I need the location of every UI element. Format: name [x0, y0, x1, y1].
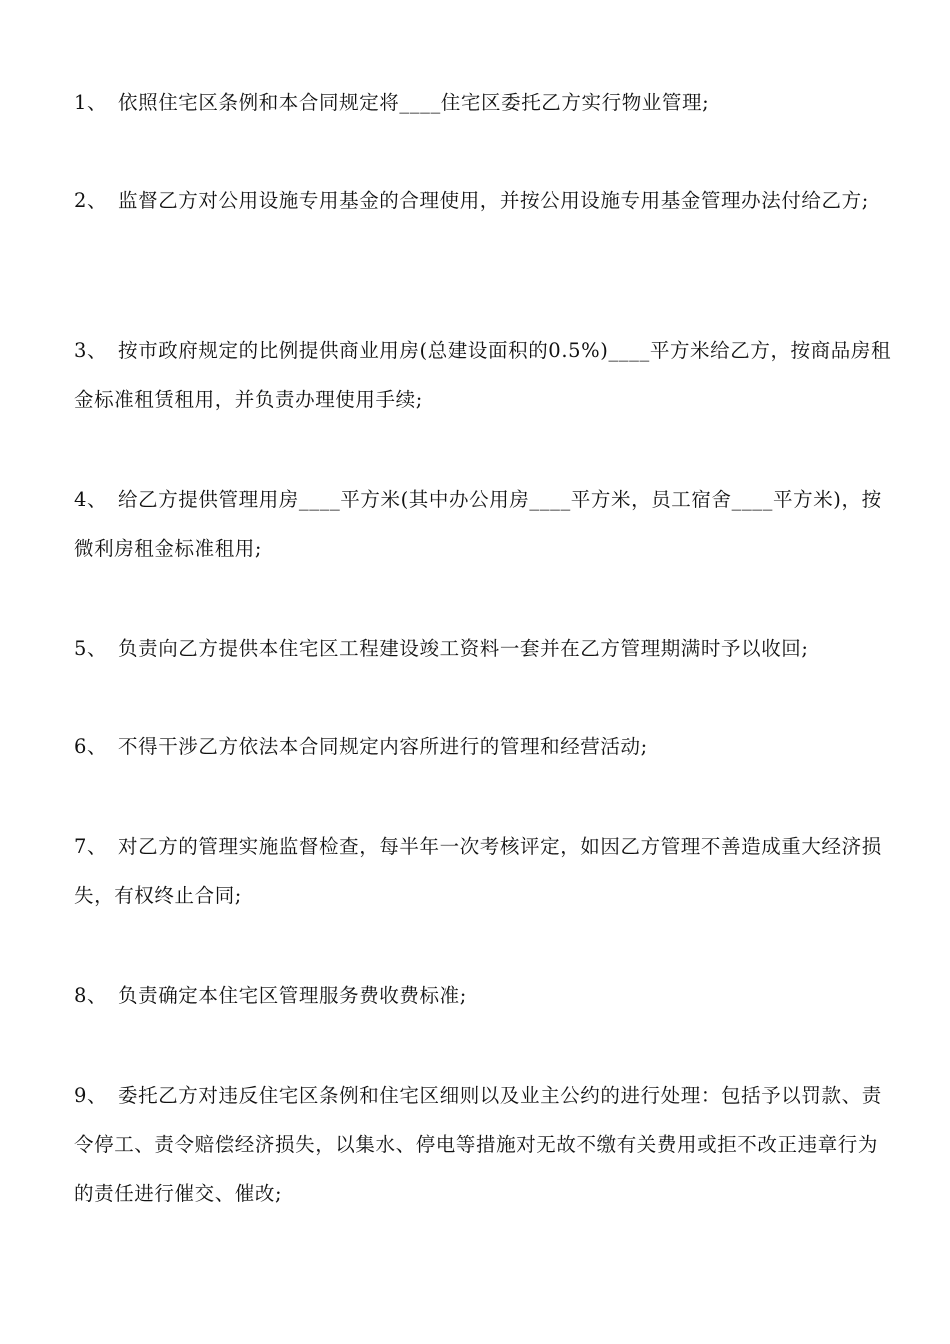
clause-text: 不得干涉乙方依法本合同规定内容所进行的管理和经营活动; — [118, 735, 648, 758]
clause-text: 监督乙方对公用设施专用基金的合理使用，并按公用设施专用基金管理办法付给乙方; — [118, 189, 869, 212]
clause-5 — [74, 624, 894, 673]
clause-number: 1、 — [74, 91, 108, 114]
clause-text: 负责向乙方提供本住宅区工程建设竣工资料一套并在乙方管理期满时予以收回; — [118, 637, 809, 660]
clause-number: 8、 — [74, 984, 108, 1007]
clause-number: 4、 — [74, 488, 108, 511]
clause-number: 5、 — [74, 637, 108, 660]
clause-number: 2、 — [74, 189, 108, 212]
clause-6 — [74, 722, 894, 771]
clause-text: 委托乙方对违反住宅区条例和住宅区细则以及业主公约的进行处理：包括予以罚款、责令停工、责令赔偿经济损失，以集水、停电等措施对无故不缴有关费用或拒不改正违章行为的责任进行催交、催改; — [74, 1084, 882, 1205]
clause-1 — [74, 78, 894, 127]
clause-number: 6、 — [74, 735, 108, 758]
clause-3 — [74, 326, 894, 424]
clause-text: 负责确定本住宅区管理服务费收费标准; — [118, 984, 467, 1007]
clause-4 — [74, 475, 894, 573]
clause-9 — [74, 1071, 894, 1218]
clause-number: 9、 — [74, 1084, 108, 1107]
clause-text: 依照住宅区条例和本合同规定将____住宅区委托乙方实行物业管理; — [118, 91, 710, 114]
clause-number: 3、 — [74, 339, 108, 362]
clause-text: 对乙方的管理实施监督检查，每半年一次考核评定，如因乙方管理不善造成重大经济损失，有权终止合同; — [74, 835, 882, 907]
clause-8 — [74, 971, 894, 1020]
clause-7 — [74, 822, 894, 920]
clause-text: 给乙方提供管理用房____平方米(其中办公用房____平方米，员工宿舍____平方米)，按微利房租金标准租用; — [74, 488, 882, 560]
clause-number: 7、 — [74, 835, 108, 858]
clause-text: 按市政府规定的比例提供商业用房(总建设面积的0.5%)____平方米给乙方，按商品房租金标准租赁租用，并负责办理使用手续; — [74, 339, 892, 411]
clause-2 — [74, 176, 894, 225]
